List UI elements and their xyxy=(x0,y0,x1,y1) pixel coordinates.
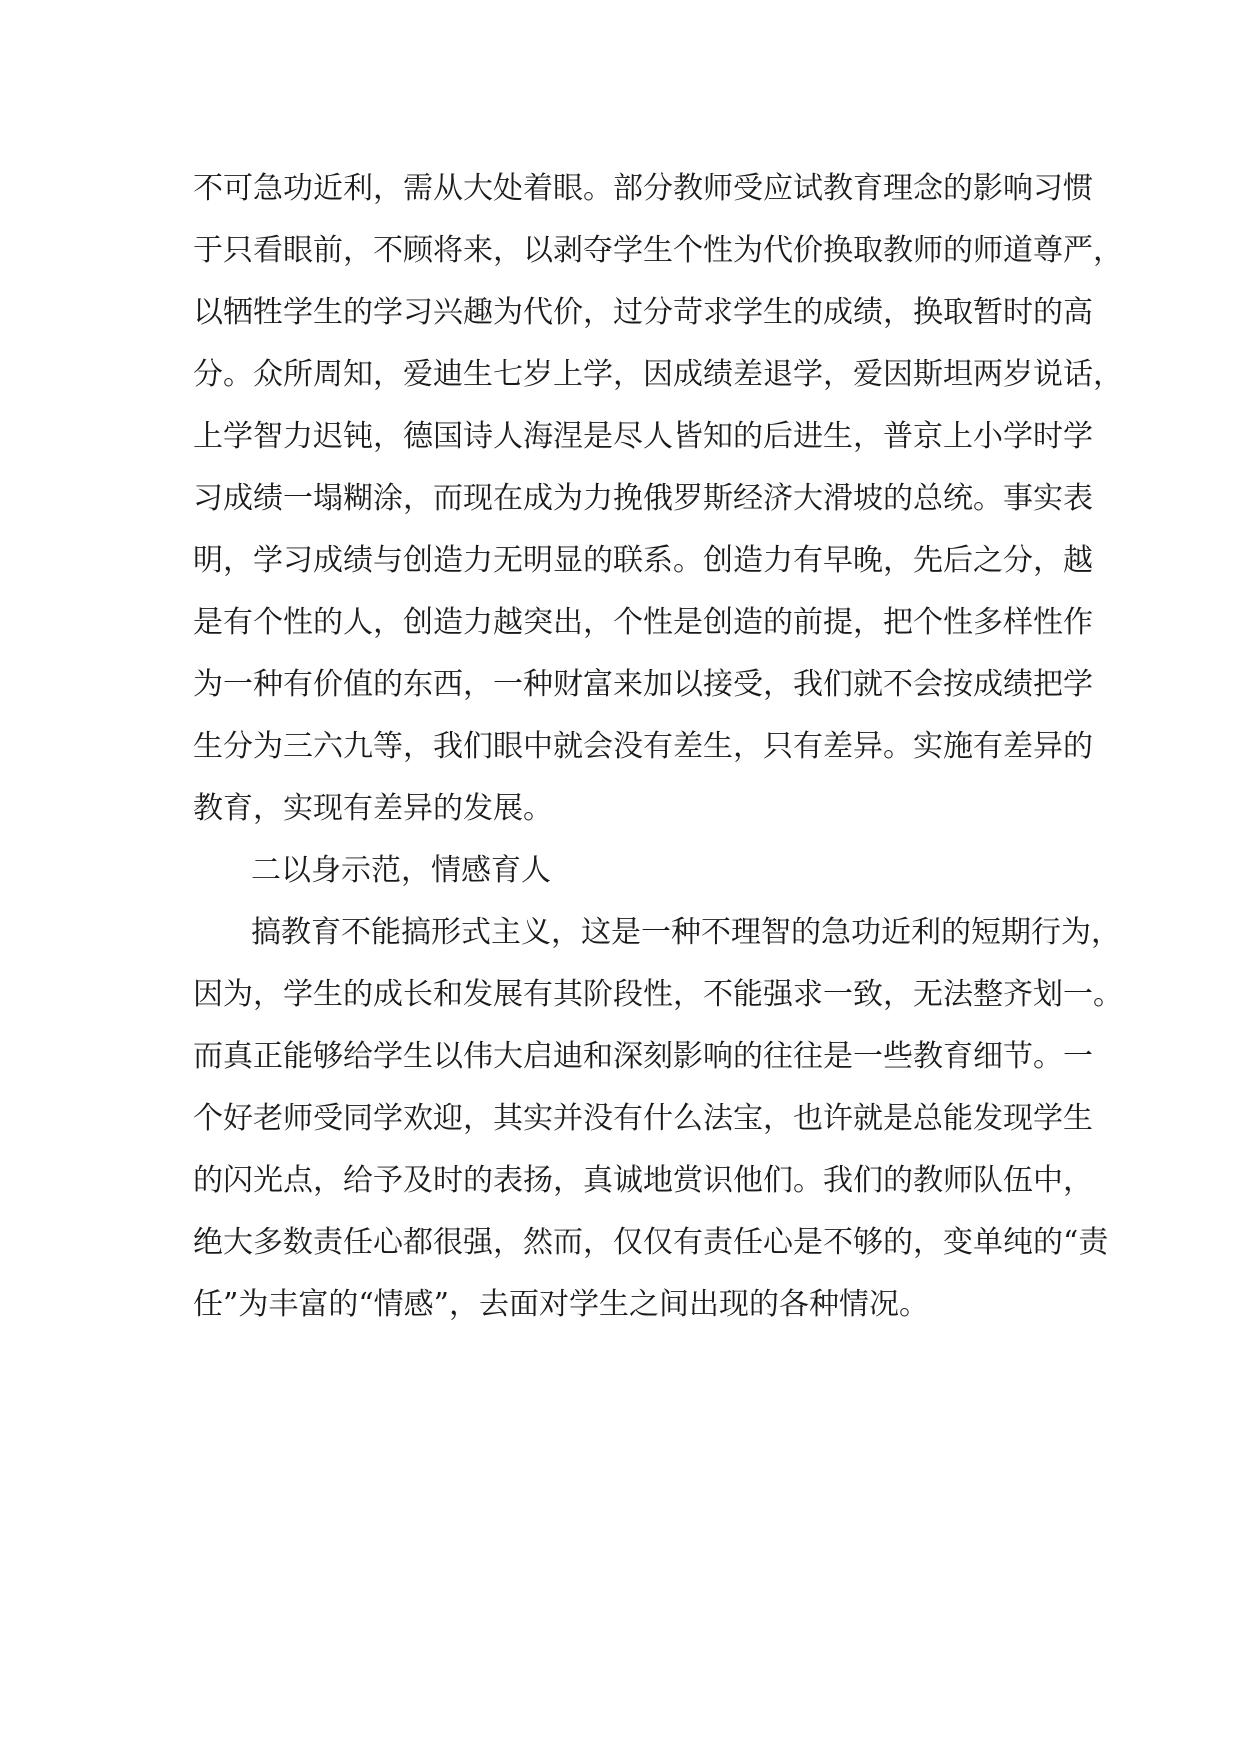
paragraph-line: 生分为三六九等，我们眼中就会没有差生，只有差异。实施有差异的 xyxy=(193,729,1093,764)
paragraph-line: 绝大多数责任心都很强，然而，仅仅有责任心是不够的，变单纯的“责 xyxy=(193,1225,1109,1260)
paragraph-line: 教育，实现有差异的发展。 xyxy=(193,791,553,826)
document-body xyxy=(193,158,1123,1336)
paragraph-line: 为一种有价值的东西，一种财富来加以接受，我们就不会按成绩把学 xyxy=(193,667,1093,702)
paragraph-line: 分。众所周知，爱迪生七岁上学，因成绩差退学，爱因斯坦两岁说话， xyxy=(193,357,1123,392)
paragraph-line: 个好老师受同学欢迎，其实并没有什么法宝，也许就是总能发现学生 xyxy=(193,1101,1093,1136)
paragraph-line: 不可急功近利，需从大处着眼。部分教师受应试教育理念的影响习惯 xyxy=(193,171,1093,206)
paragraph-line: 是有个性的人，创造力越突出，个性是创造的前提，把个性多样性作 xyxy=(193,605,1093,640)
paragraph-line: 习成绩一塌糊涂，而现在成为力挽俄罗斯经济大滑坡的总统。事实表 xyxy=(193,481,1093,516)
paragraph-line: 上学智力迟钝，德国诗人海涅是尽人皆知的后进生，普京上小学时学 xyxy=(193,419,1093,454)
paragraph-2 xyxy=(193,902,1123,1336)
paragraph-line: 因为，学生的成长和发展有其阶段性，不能强求一致，无法整齐划一。 xyxy=(193,977,1123,1012)
paragraph-line: 搞教育不能搞形式主义，这是一种不理智的急功近利的短期行为， xyxy=(251,915,1121,950)
paragraph-line: 任”为丰富的“情感”，去面对学生之间出现的各种情况。 xyxy=(193,1287,930,1322)
paragraph-line: 的闪光点，给予及时的表扬，真诚地赏识他们。我们的教师队伍中， xyxy=(193,1163,1093,1198)
paragraph-1 xyxy=(193,158,1123,840)
section-heading: 二以身示范，情感育人 xyxy=(251,853,551,888)
paragraph-line: 而真正能够给学生以伟大启迪和深刻影响的往往是一些教育细节。一 xyxy=(193,1039,1093,1074)
paragraph-line: 于只看眼前，不顾将来，以剥夺学生个性为代价换取教师的师道尊严， xyxy=(193,233,1123,268)
paragraph-line: 明，学习成绩与创造力无明显的联系。创造力有早晚，先后之分，越 xyxy=(193,543,1093,578)
paragraph-line: 以牺牲学生的学习兴趣为代价，过分苛求学生的成绩，换取暂时的高 xyxy=(193,295,1093,330)
